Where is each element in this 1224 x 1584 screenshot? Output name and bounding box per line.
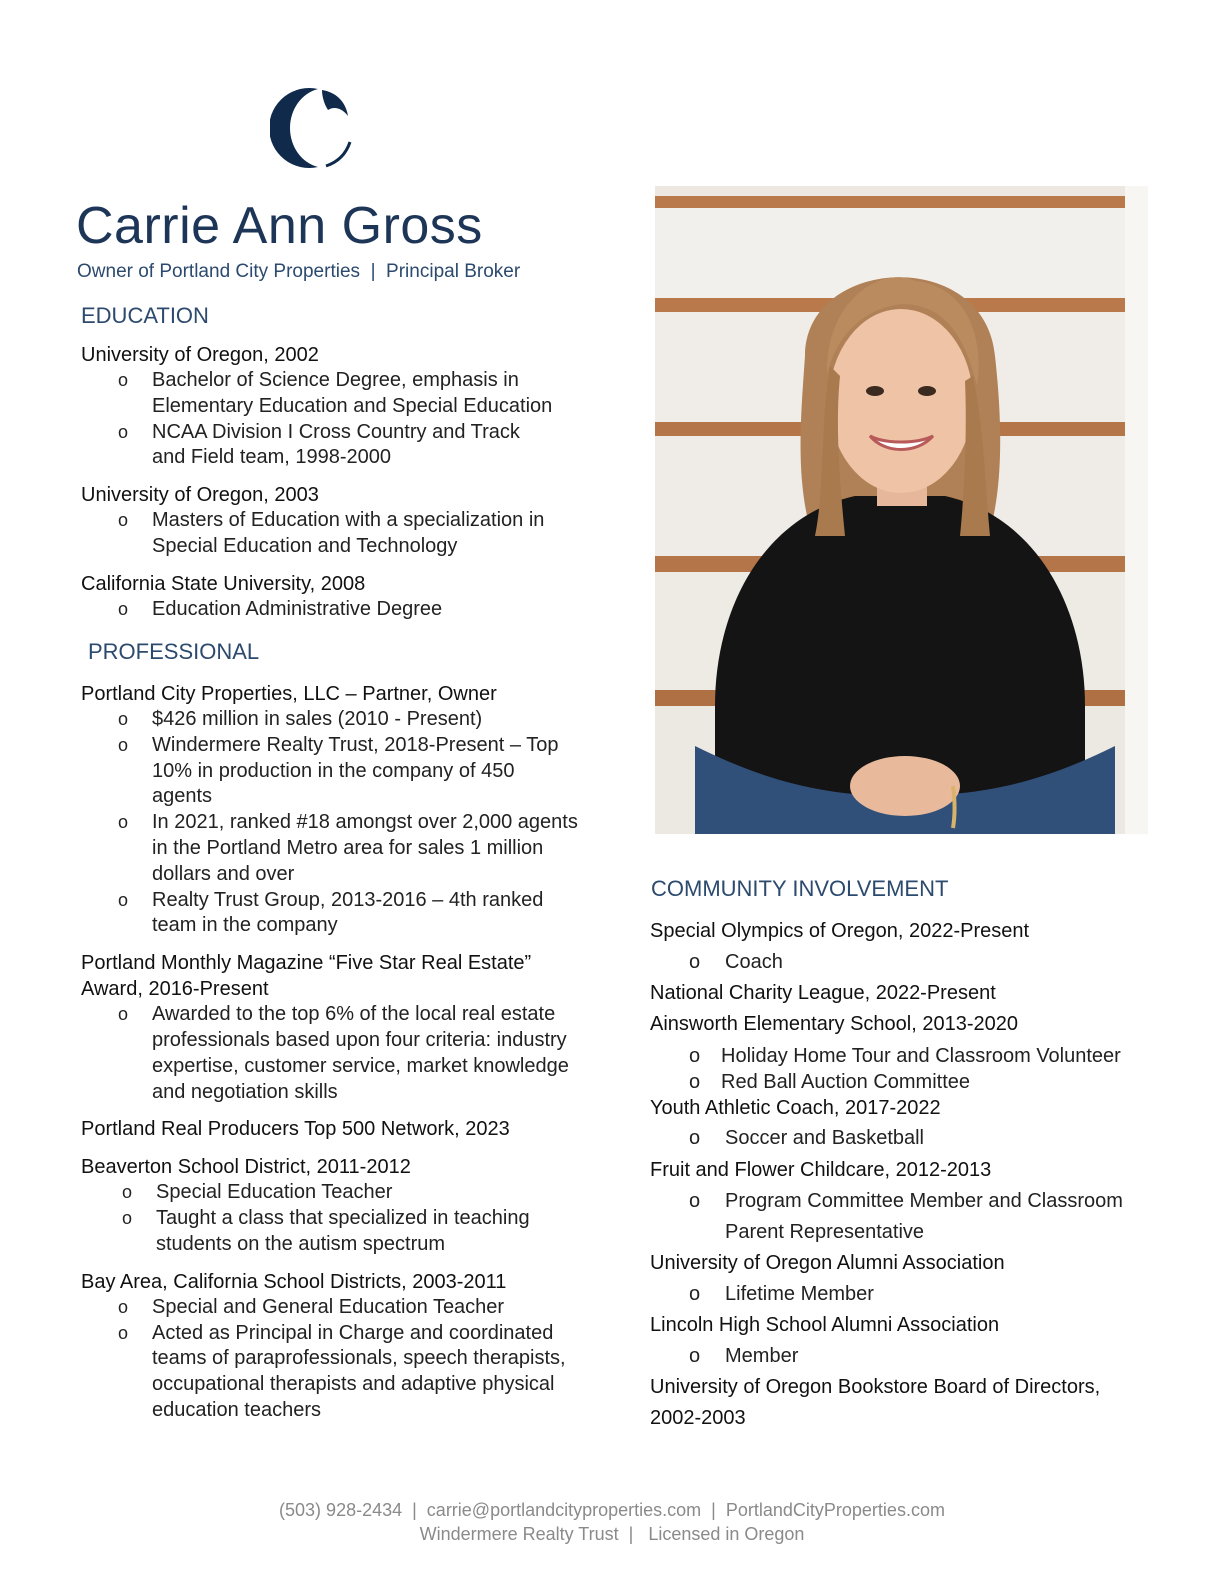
community-item-title: University of Oregon Alumni Association [650, 1252, 1005, 1274]
list-item: o Awarded to the top 6% of the local real estate professionals based upon four criteria: industry expertise, customer service, market knowledge and negotiation skills [118, 1003, 569, 1103]
list-item: o Lifetime Member [689, 1283, 874, 1305]
entry-title: University of Oregon, 2003 [81, 484, 319, 507]
community-item-title: Youth Athletic Coach, 2017-2022 [650, 1097, 941, 1119]
community-item-title: Ainsworth Elementary School, 2013-2020 [650, 1013, 1018, 1035]
education-entry [81, 342, 611, 471]
list-item: o Windermere Realty Trust, 2018-Present – Top 10% in production in the company of 450 agents [118, 733, 559, 808]
education-entry [81, 571, 611, 623]
person-subtitle: Owner of Portland City Properties | Principal Broker [77, 261, 521, 282]
list-item: o In 2021, ranked #18 amongst over 2,000 agents in the Portland Metro area for sales 1 million dollars and over [118, 811, 578, 885]
list-item: o Special Education Teacher [122, 1181, 393, 1204]
entry-title: Portland Monthly Magazine “Five Star Real Estate” [81, 952, 532, 975]
community-item-title: Special Olympics of Oregon, 2022-Present [650, 920, 1030, 942]
list-item: o Taught a class that specialized in teaching students on the autism spectrum [122, 1207, 530, 1255]
community-item-title: National Charity League, 2022-Present [650, 982, 996, 1004]
professional-entry [81, 1269, 611, 1424]
list-item: o Soccer and Basketball [689, 1127, 925, 1149]
community-item-title: University of Oregon Bookstore Board of Directors, [650, 1376, 1101, 1398]
list-item: o Member [689, 1345, 799, 1367]
professional-entry [81, 681, 611, 939]
portrait-photo [655, 186, 1148, 834]
community-heading: COMMUNITY INVOLVEMENT [651, 876, 949, 901]
list-item: o $426 million in sales (2010 - Present) [118, 708, 483, 730]
list-item: o NCAA Division I Cross Country and Track and Field team, 1998-2000 [118, 420, 520, 469]
list-item: o Acted as Principal in Charge and coordinated teams of paraprofessionals, speech therapists, occupational therapists and adaptive physical education teachers [118, 1321, 566, 1421]
footer-contact: (503) 928-2434 | carrie@portlandcityproperties.com | PortlandCityProperties.com [279, 1500, 945, 1520]
professional-heading: PROFESSIONAL [88, 639, 260, 664]
person-name: Carrie Ann Gross [76, 197, 483, 255]
professional-entry [81, 1116, 611, 1142]
professional-entry [81, 1154, 611, 1257]
footer-license: Windermere Realty Trust | Licensed in Oregon [419, 1524, 805, 1544]
c-monogram-logo [270, 84, 360, 174]
entry-title: Portland City Properties, LLC – Partner, Owner [81, 683, 497, 705]
list-item: o Program Committee Member and Classroom Parent Representative [689, 1190, 1123, 1243]
list-item: o Coach [689, 951, 783, 973]
community-section [650, 916, 1160, 1434]
entry-title: Beaverton School District, 2011-2012 [81, 1156, 411, 1179]
entry-title: Award, 2016-Present [81, 978, 269, 1001]
list-item: o Realty Trust Group, 2013-2016 – 4th ranked team in the company [118, 888, 544, 937]
professional-section [81, 681, 611, 1424]
entry-title: California State University, 2008 [81, 572, 366, 595]
entry-title: Bay Area, California School Districts, 2003-2011 [81, 1270, 507, 1293]
community-item-title: 2002-2003 [650, 1407, 746, 1429]
list-item: o Holiday Home Tour and Classroom Volunteer [689, 1045, 1121, 1067]
list-item: o Bachelor of Science Degree, emphasis in Elementary Education and Special Education [118, 369, 553, 417]
community-item-title: Lincoln High School Alumni Association [650, 1314, 1000, 1336]
list-item: o Education Administrative Degree [118, 597, 443, 620]
education-entry [81, 482, 611, 560]
entry-title: Portland Real Producers Top 500 Network, 2023 [81, 1118, 510, 1141]
list-item: o Special and General Education Teacher [118, 1295, 505, 1318]
professional-entry [81, 950, 611, 1105]
list-item: o Masters of Education with a specialization in Special Education and Technology [118, 509, 545, 557]
entry-title: University of Oregon, 2002 [81, 344, 319, 366]
education-section [81, 342, 611, 623]
education-heading: EDUCATION [81, 303, 209, 328]
community-item-title: Fruit and Flower Childcare, 2012-2013 [650, 1159, 992, 1181]
list-item: o Red Ball Auction Committee [689, 1070, 971, 1093]
